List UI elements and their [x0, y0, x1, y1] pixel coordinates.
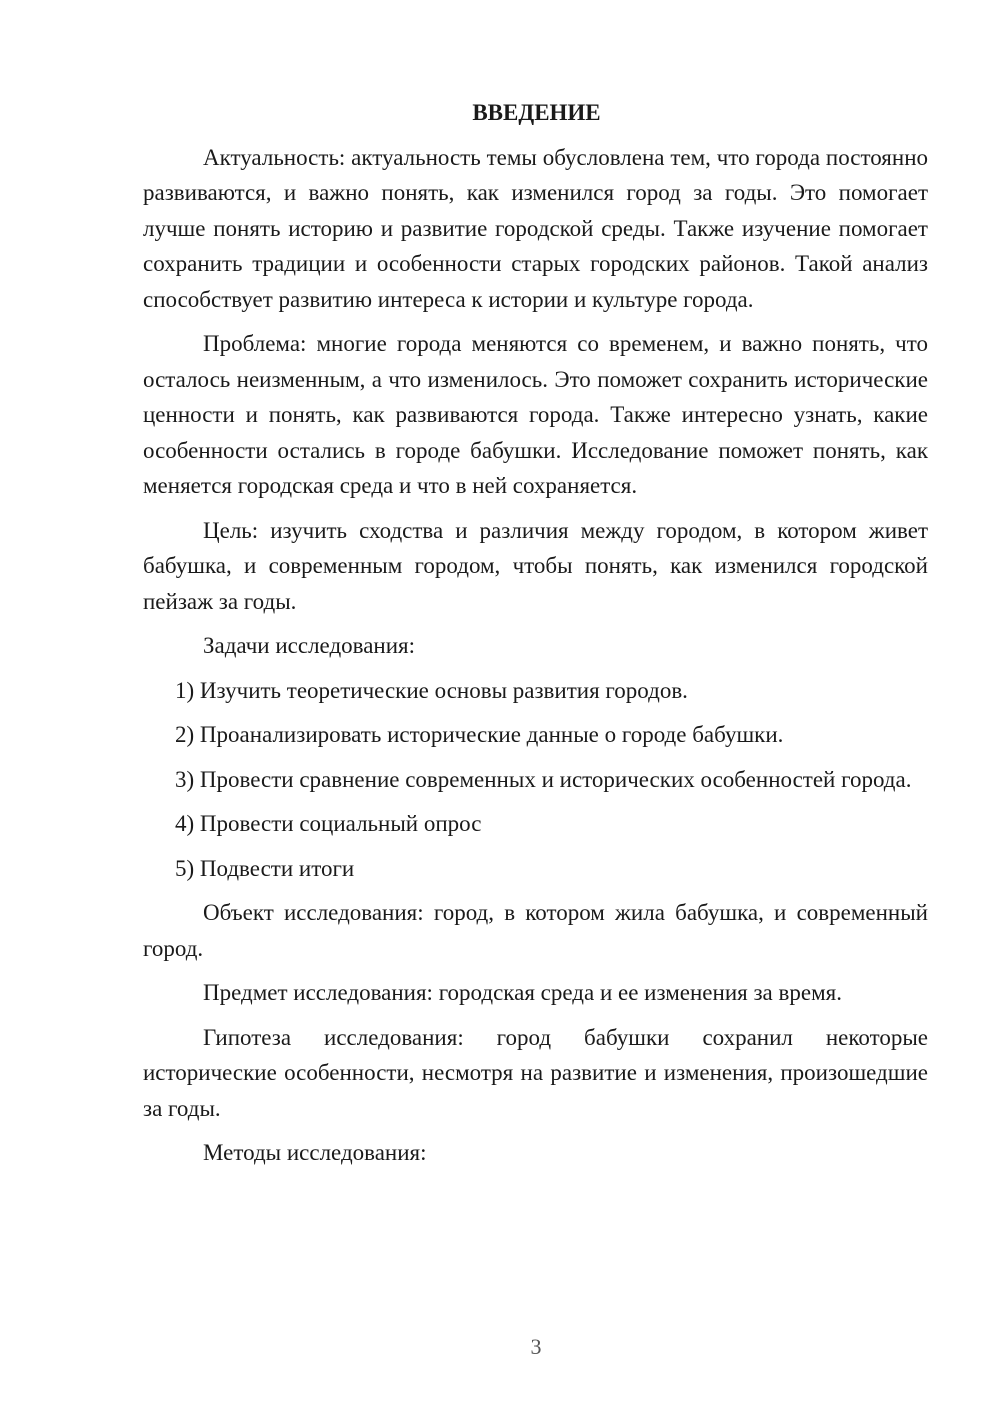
subject-paragraph: Предмет исследования: городская среда и ее изменения за время. — [203, 980, 842, 1005]
object-paragraph: Объект исследования: город, в котором жила бабушка, и современный город. — [143, 900, 928, 961]
problem-paragraph: Проблема: многие города меняются со временем, и важно понять, что осталось неизменным, а что изменилось. Это поможет сохранить исторические ценности и понять, как развиваются города. Также интересно узнать, какие особенности остались в городе бабушки. Исследование поможет понять, как меняется городская среда и что в ней сохраняется. — [143, 331, 928, 498]
task-item-4: 4) Провести социальный опрос — [175, 811, 482, 836]
hypothesis-paragraph: Гипотеза исследования: город бабушки сохранил некоторые исторические особенности, несмотря на развитие и изменения, произошедшие за годы. — [143, 1024, 928, 1121]
page-number: 3 — [530, 1334, 542, 1359]
task-item-5: 5) Подвести итоги — [175, 855, 355, 881]
task-item-2: 2) Проанализировать исторические данные о городе бабушки. — [175, 722, 784, 747]
task-item-3: 3) Провести сравнение современных и исторических особенностей города. — [175, 766, 912, 792]
relevance-paragraph: Актуальность: актуальность темы обусловлена тем, что города постоянно развиваются, и важно понять, как изменился город за годы. Это помогает лучше понять историю и развитие городской среды. Также изучение помогает сохранить традиции и особенности старых городских районов. Такой анализ способствует развитию интереса к истории и культуре города. — [143, 144, 928, 312]
section-title: ВВЕДЕНИЕ — [472, 100, 601, 125]
methods-heading: Методы исследования: — [203, 1140, 427, 1165]
task-item-1: 1) Изучить теоретические основы развития городов. — [175, 677, 688, 703]
tasks-heading: Задачи исследования: — [203, 633, 416, 658]
goal-paragraph: Цель: изучить сходства и различия между городом, в котором живет бабушка, и современным городом, чтобы понять, как изменился городской пейзаж за годы. — [143, 517, 928, 614]
document-body — [143, 95, 928, 1180]
